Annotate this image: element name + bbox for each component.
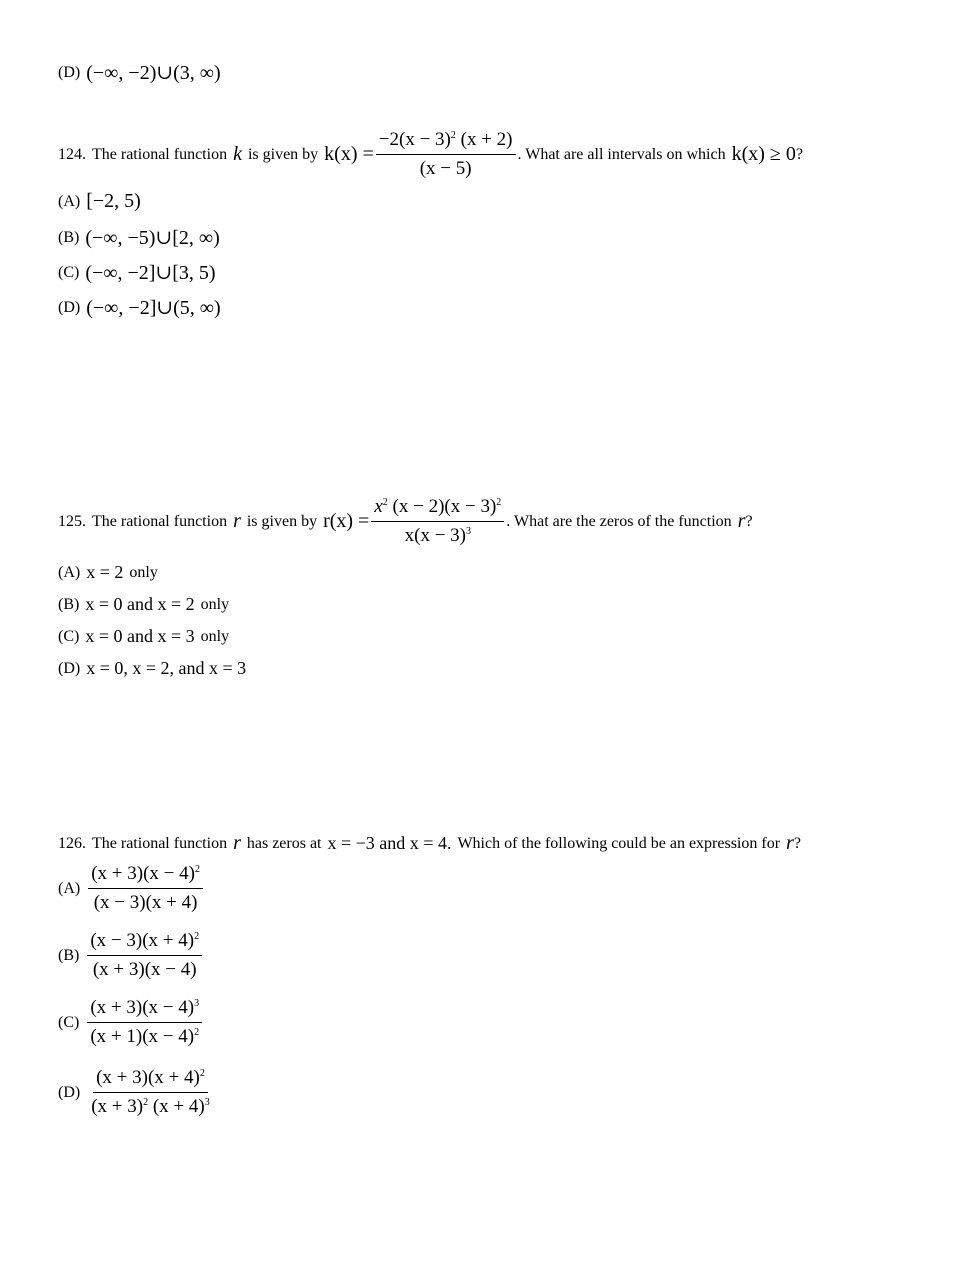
numerator (87, 996, 202, 1023)
question-number: 125. (58, 512, 86, 530)
option-126-c (58, 996, 204, 1049)
prev-option-d (58, 60, 221, 85)
option-label: (C) (58, 263, 80, 281)
denominator (402, 522, 474, 548)
fraction (376, 128, 516, 181)
option-label: (A) (58, 879, 81, 897)
option-124-b (58, 225, 220, 250)
option-label: (A) (58, 192, 81, 210)
option-124-d (58, 295, 221, 320)
num-part: (x − 3)(x + 4) (90, 930, 195, 951)
option-math: (−∞, −2]∪(5, ∞) (86, 297, 221, 319)
option-label: (D) (58, 1083, 81, 1101)
denominator (88, 1093, 213, 1119)
option-math: x = 0, x = 2, and x = 3 (86, 658, 247, 678)
option-126-a (58, 862, 205, 915)
question-126 (58, 832, 801, 855)
option-125-d (58, 658, 246, 679)
question-mark: ? (745, 512, 753, 530)
fraction (87, 996, 202, 1049)
question-text: is given by (247, 145, 319, 163)
option-math: (−∞, −2]∪[3, 5) (85, 262, 216, 284)
fraction (87, 929, 202, 982)
option-math: x = 0 and x = 3 (85, 626, 195, 646)
question-text: The rational function (92, 834, 228, 852)
zeros-math: x = −3 and x = 4. (327, 833, 452, 853)
option-126-b (58, 929, 204, 982)
fraction (88, 862, 203, 915)
den-part: x(x − 3) (404, 525, 466, 546)
function-name: r (737, 510, 746, 532)
option-126-d (58, 1066, 215, 1119)
question-text: The rational function (92, 512, 228, 530)
function-lhs: r(x) = (323, 510, 370, 532)
option-math: x = 2 (86, 562, 124, 582)
den-part: (x + 3) (91, 1096, 144, 1117)
function-name: k (233, 143, 242, 165)
exponent: 2 (194, 1027, 200, 1038)
fraction (88, 1066, 213, 1119)
exponent: 2 (199, 1068, 205, 1079)
question-text: . What are all intervals on which (517, 145, 726, 163)
option-math: x = 0 and x = 2 (85, 594, 195, 614)
exponent: 2 (194, 864, 200, 875)
option-label: (D) (58, 659, 81, 677)
exponent: 3 (194, 998, 200, 1009)
numerator (87, 929, 202, 956)
denominator: (x + 3)(x − 4) (92, 959, 197, 980)
option-125-a (58, 562, 158, 583)
function-lhs: k(x) = (324, 143, 374, 165)
numerator (371, 495, 504, 522)
numerator (88, 862, 203, 889)
option-125-b (58, 594, 229, 615)
question-mark: ? (793, 834, 801, 852)
den-part: (x + 1)(x − 4) (90, 1026, 195, 1047)
function-name: r (233, 832, 241, 854)
question-125 (58, 495, 753, 548)
option-label: (C) (58, 627, 80, 645)
denominator: (x − 5) (419, 158, 472, 179)
option-text: only (200, 627, 230, 645)
exponent: 3 (466, 526, 471, 537)
option-label: (D) (58, 63, 81, 81)
num-part: (x + 3)(x − 4) (90, 997, 195, 1018)
exponent: 2 (450, 130, 456, 141)
question-text: . What are the zeros of the function (506, 512, 732, 530)
num-part: x (374, 496, 383, 517)
question-text: Which of the following could be an expression for (457, 834, 781, 852)
num-part: −2(x − 3) (378, 129, 451, 150)
num-part: (x + 3)(x − 4) (91, 863, 195, 884)
question-text: has zeros at (246, 834, 322, 852)
option-label: (C) (58, 1013, 80, 1031)
fraction (371, 495, 504, 548)
den-part: (x + 4) (152, 1096, 205, 1117)
option-label: (B) (58, 946, 80, 964)
option-math: [−2, 5) (86, 190, 141, 212)
option-math: (−∞, −5)∪[2, ∞) (85, 227, 220, 249)
condition: k(x) ≥ 0 (731, 143, 796, 165)
question-text: The rational function (92, 145, 228, 163)
exponent: 2 (143, 1097, 149, 1108)
function-name: r (786, 832, 794, 854)
question-text: is given by (246, 512, 318, 530)
numerator (376, 128, 516, 155)
denominator (87, 1023, 202, 1049)
denominator: (x − 3)(x + 4) (93, 892, 198, 913)
option-text: only (129, 563, 158, 581)
option-math: (−∞, −2)∪(3, ∞) (86, 62, 221, 84)
option-label: (A) (58, 563, 81, 581)
num-part: (x + 3)(x + 4) (96, 1067, 200, 1088)
question-mark: ? (795, 145, 803, 163)
function-name: r (233, 510, 241, 532)
question-124 (58, 128, 803, 181)
exponent: 2 (194, 931, 200, 942)
numerator (93, 1066, 208, 1093)
option-125-c (58, 626, 229, 647)
option-label: (D) (58, 298, 81, 316)
num-part: (x − 2)(x − 3) (392, 496, 497, 517)
question-number: 126. (58, 834, 86, 852)
exponent: 3 (204, 1097, 210, 1108)
question-number: 124. (58, 145, 86, 163)
num-part: (x + 2) (460, 129, 513, 150)
option-label: (B) (58, 228, 80, 246)
option-124-a (58, 190, 141, 213)
option-label: (B) (58, 595, 80, 613)
option-text: only (200, 595, 230, 613)
option-124-c (58, 260, 216, 285)
exponent: 2 (496, 497, 502, 508)
exponent: 2 (382, 497, 388, 508)
